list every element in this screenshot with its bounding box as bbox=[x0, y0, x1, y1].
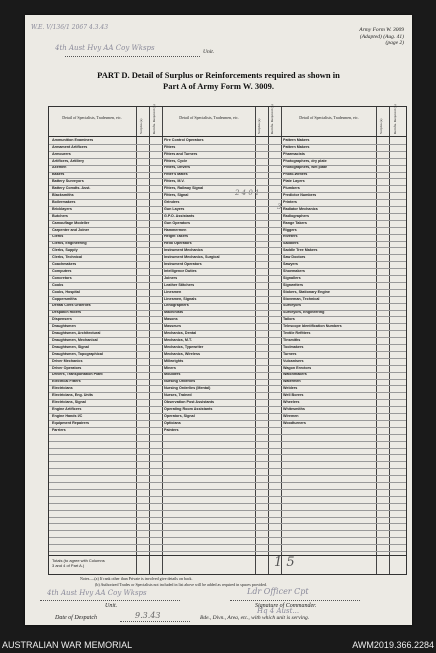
table-cell: Plumbers bbox=[283, 186, 300, 191]
table-cell: Fire Control Operators bbox=[164, 137, 204, 142]
column-divider bbox=[281, 107, 282, 574]
row-divider bbox=[49, 241, 406, 242]
table-cell: Plate Layers bbox=[283, 179, 305, 184]
handwritten-unit-bottom: 4th Aust Hvy AA Coy Wksps bbox=[47, 589, 147, 597]
table-cell: Turners bbox=[283, 351, 297, 356]
row-divider bbox=[49, 385, 406, 386]
row-divider bbox=[49, 517, 406, 518]
row-divider bbox=[49, 199, 406, 200]
row-divider bbox=[49, 523, 406, 524]
table-cell: Nursing Orderlies (Mental) bbox=[164, 386, 211, 391]
table-cell: Whitesmiths bbox=[283, 406, 305, 411]
table-cell: Cooks, Hospital bbox=[52, 289, 80, 294]
specialists-table bbox=[48, 106, 407, 575]
row-divider bbox=[49, 172, 406, 173]
row-divider bbox=[49, 544, 406, 545]
table-cell: Shoemakers bbox=[283, 268, 305, 273]
table-cell: Electrical Fitters bbox=[52, 379, 81, 384]
table-cell: Engine Artificers bbox=[52, 406, 82, 411]
table-cell: Operators, Signal bbox=[164, 413, 195, 418]
row-divider bbox=[49, 178, 406, 179]
column-divider bbox=[268, 107, 269, 574]
table-cell: G.P.O. Assistants bbox=[164, 213, 195, 218]
table-cell: Nursing Orderlies bbox=[164, 379, 196, 384]
table-cell: Battery Comdts. Asst. bbox=[52, 186, 91, 191]
table-cell: Photo-Writers bbox=[283, 172, 308, 177]
table-cell: Wiremen bbox=[283, 413, 299, 418]
form-id-line3: (page 2) bbox=[385, 40, 404, 47]
table-cell: Sawyers bbox=[283, 262, 298, 266]
row-divider bbox=[49, 530, 406, 531]
row-divider bbox=[49, 206, 406, 207]
column-divider bbox=[389, 107, 390, 574]
table-cell: Electricians bbox=[52, 386, 73, 391]
row-divider bbox=[49, 475, 406, 476]
table-cell: Fitter's Mates bbox=[164, 172, 188, 177]
table-cell: Joiners bbox=[164, 275, 178, 280]
table-cell: Masons bbox=[164, 317, 178, 322]
table-cell: Nurses, Trained bbox=[164, 393, 192, 398]
table-cell: Machinists bbox=[164, 310, 184, 315]
row-divider bbox=[49, 372, 406, 373]
header-surplus-3: Surplus (a) bbox=[379, 118, 383, 134]
row-divider bbox=[49, 303, 406, 304]
table-cell: Boilermakers bbox=[52, 199, 76, 204]
table-cell: Fitters, Railway Signal bbox=[164, 186, 204, 191]
table-cell: Moulders bbox=[164, 372, 181, 377]
row-divider bbox=[49, 323, 406, 324]
row-divider bbox=[49, 220, 406, 221]
handwritten-total: 1 5 bbox=[274, 555, 295, 570]
row-divider bbox=[49, 268, 406, 269]
table-cell: Farriers bbox=[52, 427, 66, 432]
row-divider bbox=[49, 247, 406, 248]
table-cell: Masseurs bbox=[164, 324, 182, 329]
table-cell: Surveyors bbox=[283, 303, 302, 308]
table-cell: Armourers bbox=[52, 151, 71, 156]
table-cell: Blacksmiths bbox=[52, 193, 74, 197]
table-cell: Butchers bbox=[52, 213, 68, 218]
header-reinf-2: Reinfts. Required (b) bbox=[270, 104, 274, 134]
table-cell: Instrument Mechanics bbox=[164, 248, 203, 253]
table-cell: Tinsmiths bbox=[283, 337, 301, 342]
row-divider bbox=[49, 454, 406, 455]
table-cell: Dispensers bbox=[52, 317, 72, 322]
header-specialist-1: Detail of Specialists, Tradesmen, etc. bbox=[62, 115, 122, 120]
table-cell: Fitters, Cycle bbox=[164, 158, 188, 163]
row-divider bbox=[49, 316, 406, 317]
table-cell: Riveters bbox=[283, 234, 298, 239]
footer-accession: AWM2019.366.2284 bbox=[352, 640, 434, 650]
table-cell: Fitters, Drivers bbox=[164, 165, 191, 170]
table-cell: Draughtsmen, Architectural bbox=[52, 331, 101, 335]
table-cell: Mechanics, M.T. bbox=[164, 337, 192, 342]
row-divider bbox=[49, 282, 406, 283]
header-reinf-1: Reinfts. Required (b) bbox=[152, 104, 156, 134]
column-divider bbox=[376, 107, 377, 574]
header-surplus-2: Surplus (a) bbox=[257, 118, 261, 134]
row-divider bbox=[49, 468, 406, 469]
column-divider bbox=[255, 107, 256, 574]
row-divider bbox=[49, 344, 406, 345]
table-cell: Electricians, Eng. Units bbox=[52, 393, 93, 398]
notes-line1: Notes.—(a) If rank other than Private is involved give details on back. bbox=[80, 576, 193, 581]
table-cell: Gun Layers bbox=[164, 206, 185, 211]
table-cell: Grinders bbox=[164, 199, 180, 204]
totals-line2: 3 and 4 of Part A.) bbox=[52, 563, 85, 569]
column-divider bbox=[136, 107, 137, 574]
table-cell: Radiographers bbox=[283, 213, 310, 218]
row-divider bbox=[49, 185, 406, 186]
table-cell: Draughtsmen, Mechanical bbox=[52, 337, 98, 342]
row-divider bbox=[49, 503, 406, 504]
notes-line2: (b) Authorized Trades or Specialists not included in list above will be added as required in spaces provided. bbox=[95, 582, 267, 587]
row-divider bbox=[49, 151, 406, 152]
table-cell: Fitters bbox=[164, 144, 176, 149]
table-cell: Ammunition Examiners bbox=[52, 137, 94, 142]
handwritten-gun-operators: 3 bbox=[277, 203, 282, 211]
table-cell: Height Takers bbox=[164, 234, 189, 239]
commander-signature-line bbox=[230, 600, 360, 601]
row-divider bbox=[49, 413, 406, 414]
table-cell: Electricians, Signal bbox=[52, 400, 86, 404]
table-cell: Computers bbox=[52, 268, 72, 273]
table-cell: Instrument Mechanics, Surgical bbox=[164, 255, 220, 260]
form-id-line2: (Adapted) (Aug. 41) bbox=[359, 33, 404, 40]
table-cell: Welders bbox=[283, 386, 298, 391]
row-divider bbox=[49, 482, 406, 483]
table-cell: Mechanics, Wireless bbox=[164, 351, 201, 356]
table-cell: Fitters, M.V. bbox=[164, 179, 185, 184]
table-cell: Hammermen bbox=[164, 227, 187, 232]
table-cell: Clerks, Engineering bbox=[52, 241, 87, 246]
row-divider bbox=[49, 496, 406, 497]
table-cell: Linesmen, Signals bbox=[164, 296, 197, 301]
bde-label: Bde., Divn., Area, etc., with which unit is serving. bbox=[200, 615, 310, 621]
table-cell: Wagon Erectors bbox=[283, 365, 312, 370]
table-cell: Pattern Makers bbox=[283, 137, 310, 142]
table-cell: Dental Clerk Orderlies bbox=[52, 303, 91, 308]
table-cell: Fitters and Turners bbox=[164, 151, 198, 156]
row-divider bbox=[49, 192, 406, 193]
table-cell: Telescope Identification Numbers bbox=[283, 324, 342, 329]
table-cell: Axemen bbox=[52, 165, 67, 170]
row-divider bbox=[49, 254, 406, 255]
table-cell: Pharmacists bbox=[283, 151, 305, 156]
row-divider bbox=[49, 213, 406, 214]
table-cell: Miners bbox=[164, 365, 176, 370]
table-cell: Drivers, Transportation Plant bbox=[52, 372, 103, 377]
table-cell: Surveyors, Engineering bbox=[283, 310, 325, 315]
handwritten-reference: W.E. V/136/1 2067 4.3.43 bbox=[31, 24, 109, 31]
table-cell: Draughtsmen, Signal bbox=[52, 344, 89, 349]
table-cell: Clerks, Technical bbox=[52, 255, 83, 260]
table-cell: Saw Doctors bbox=[283, 255, 306, 260]
table-cell: Driver Operators bbox=[52, 365, 82, 370]
table-cell: Signwriters bbox=[283, 282, 304, 287]
table-cell: Stokers, Stationary Engine bbox=[283, 289, 330, 294]
table-cell: Millwrights bbox=[164, 358, 184, 363]
table-cell: Operating Room Assistants bbox=[164, 406, 213, 411]
table-cell: Mechanics, Dental bbox=[164, 331, 197, 335]
header-reinf-3: Reinfts. Required (b) bbox=[393, 104, 397, 134]
table-cell: Range Takers bbox=[283, 220, 307, 225]
column-divider bbox=[162, 107, 163, 574]
table-cell: Coachmakers bbox=[52, 262, 77, 266]
header-specialist-3: Detail of Specialists, Tradesmen, etc. bbox=[299, 115, 359, 120]
row-divider bbox=[49, 406, 406, 407]
row-divider bbox=[49, 510, 406, 511]
table-cell: Draughtsmen, Topographical bbox=[52, 351, 103, 356]
row-divider bbox=[49, 165, 406, 166]
footer-institution: AUSTRALIAN WAR MEMORIAL bbox=[2, 640, 133, 650]
table-cell: Engine Hands I/C bbox=[52, 413, 83, 418]
handwritten-unit: 4th Aust Hvy AA Coy Wksps bbox=[55, 44, 155, 52]
table-cell: Lithographers bbox=[164, 303, 189, 308]
row-divider bbox=[49, 365, 406, 366]
table-cell: Leather Stitchers bbox=[164, 282, 195, 287]
table-cell: Bricklayers bbox=[52, 206, 72, 211]
row-divider bbox=[49, 441, 406, 442]
row-divider bbox=[49, 379, 406, 380]
row-divider bbox=[49, 358, 406, 359]
table-cell: Watermen bbox=[283, 379, 301, 384]
handwritten-commander-signature: Ldr Officer Cpt bbox=[247, 587, 309, 596]
row-divider bbox=[49, 158, 406, 159]
unit-signature-line bbox=[40, 600, 180, 601]
table-cell: Printers bbox=[283, 199, 297, 204]
row-divider bbox=[49, 427, 406, 428]
table-cell: Driver Mechanics bbox=[52, 358, 83, 363]
despatch-line bbox=[120, 621, 190, 622]
table-cell: Clerks, Supply bbox=[52, 248, 78, 253]
handwritten-despatch-date: 9.3.43 bbox=[135, 611, 161, 620]
row-divider bbox=[49, 399, 406, 400]
row-divider bbox=[49, 351, 406, 352]
table-cell: Gun Operators bbox=[164, 220, 191, 225]
row-divider bbox=[49, 330, 406, 331]
table-cell: Vulcanisers bbox=[283, 358, 304, 363]
table-cell: Armament Artificers bbox=[52, 144, 88, 149]
table-cell: Predictor Numbers bbox=[283, 193, 317, 197]
table-cell: Photographers, wet plate bbox=[283, 165, 328, 170]
header-surplus-1: Surplus (a) bbox=[139, 118, 143, 134]
table-cell: Equipment Repairers bbox=[52, 420, 90, 425]
table-cell: Despatch Riders bbox=[52, 310, 82, 315]
handwritten-bde: Hq 4 Aust... bbox=[257, 607, 300, 615]
row-divider bbox=[49, 537, 406, 538]
row-divider bbox=[49, 144, 406, 145]
table-cell: Pattern Makers bbox=[283, 144, 310, 149]
table-cell: Woodturners bbox=[283, 420, 306, 425]
table-cell: Coppersmiths bbox=[52, 296, 77, 301]
totals-divider bbox=[49, 555, 406, 556]
table-cell: Cooks bbox=[52, 282, 64, 287]
row-divider bbox=[49, 227, 406, 228]
table-cell: Saddlers bbox=[283, 241, 299, 246]
table-cell: Photographers, dry plate bbox=[283, 158, 327, 163]
form-page bbox=[25, 15, 412, 625]
table-cell: Bakers bbox=[52, 172, 65, 177]
row-divider bbox=[49, 337, 406, 338]
row-divider bbox=[49, 434, 406, 435]
row-divider bbox=[49, 420, 406, 421]
totals-line1: Totals (to agree with Columns bbox=[52, 558, 105, 563]
table-cell: Stoveman, Technical bbox=[283, 296, 320, 301]
table-cell: Draughtsmen bbox=[52, 324, 76, 329]
row-divider bbox=[49, 275, 406, 276]
row-divider bbox=[49, 234, 406, 235]
row-divider bbox=[49, 392, 406, 393]
table-cell: Linesmen bbox=[164, 289, 182, 294]
table-cell: Wheelers bbox=[283, 400, 300, 404]
handwritten-gun-layers: 2 4 0 1 bbox=[235, 189, 260, 197]
table-cell: Battery Surveyors bbox=[52, 179, 84, 184]
table-cell: Watchmakers bbox=[283, 372, 307, 377]
table-cell: Riggers bbox=[283, 227, 297, 232]
row-divider bbox=[49, 261, 406, 262]
table-cell: Intelligence Duties bbox=[164, 268, 197, 273]
form-id-line1: Army Form W. 3009 bbox=[359, 27, 404, 33]
unit-label: Unit. bbox=[203, 49, 215, 55]
part-d-title-line2: Part A of Army Form W. 3009. bbox=[163, 81, 274, 91]
header-divider bbox=[49, 136, 406, 137]
row-divider bbox=[49, 461, 406, 462]
totals-label bbox=[52, 558, 105, 568]
table-cell: Opticians bbox=[164, 420, 181, 425]
table-cell: Well Borers bbox=[283, 393, 304, 398]
header-specialist-2: Detail of Specialists, Tradesmen, etc. bbox=[179, 115, 239, 120]
table-cell: Painters bbox=[164, 427, 179, 432]
table-cell: Carpenter and Joiner bbox=[52, 227, 90, 232]
table-cell: Artificers, Artillery bbox=[52, 158, 85, 163]
row-divider bbox=[49, 289, 406, 290]
table-cell: Fitters, Signal bbox=[164, 193, 189, 197]
table-cell: Instrument Operators bbox=[164, 262, 202, 266]
table-cell: Toolmakers bbox=[283, 344, 304, 349]
form-id bbox=[359, 27, 404, 47]
row-divider bbox=[49, 310, 406, 311]
table-cell: Saddle Tree Makers bbox=[283, 248, 318, 253]
table-cell: Mechanics, Typewriter bbox=[164, 344, 204, 349]
part-d-title-line1: PART D. Detail of Surplus or Reinforcements required as shown in bbox=[97, 70, 340, 80]
row-divider bbox=[49, 551, 406, 552]
column-divider bbox=[149, 107, 150, 574]
table-cell: Radiator Mechanics bbox=[283, 206, 318, 211]
row-divider bbox=[49, 489, 406, 490]
table-cell: Clerks bbox=[52, 234, 64, 239]
despatch-label: Date of Despatch bbox=[55, 615, 97, 621]
commander-label: Signature of Commander. bbox=[255, 603, 317, 609]
row-divider bbox=[49, 448, 406, 449]
table-cell: Camouflage Modeller bbox=[52, 220, 90, 225]
unit-label-bottom: Unit. bbox=[105, 603, 118, 609]
table-cell: Observation Post Assistants bbox=[164, 400, 215, 404]
table-cell: Helio Operators bbox=[164, 241, 192, 246]
table-cell: Tailors bbox=[283, 317, 295, 322]
row-divider bbox=[49, 296, 406, 297]
table-cell: Textile Refitters bbox=[283, 331, 311, 335]
table-cell: Concretors bbox=[52, 275, 72, 280]
table-cell: Signallers bbox=[283, 275, 301, 280]
unit-line bbox=[65, 56, 200, 57]
